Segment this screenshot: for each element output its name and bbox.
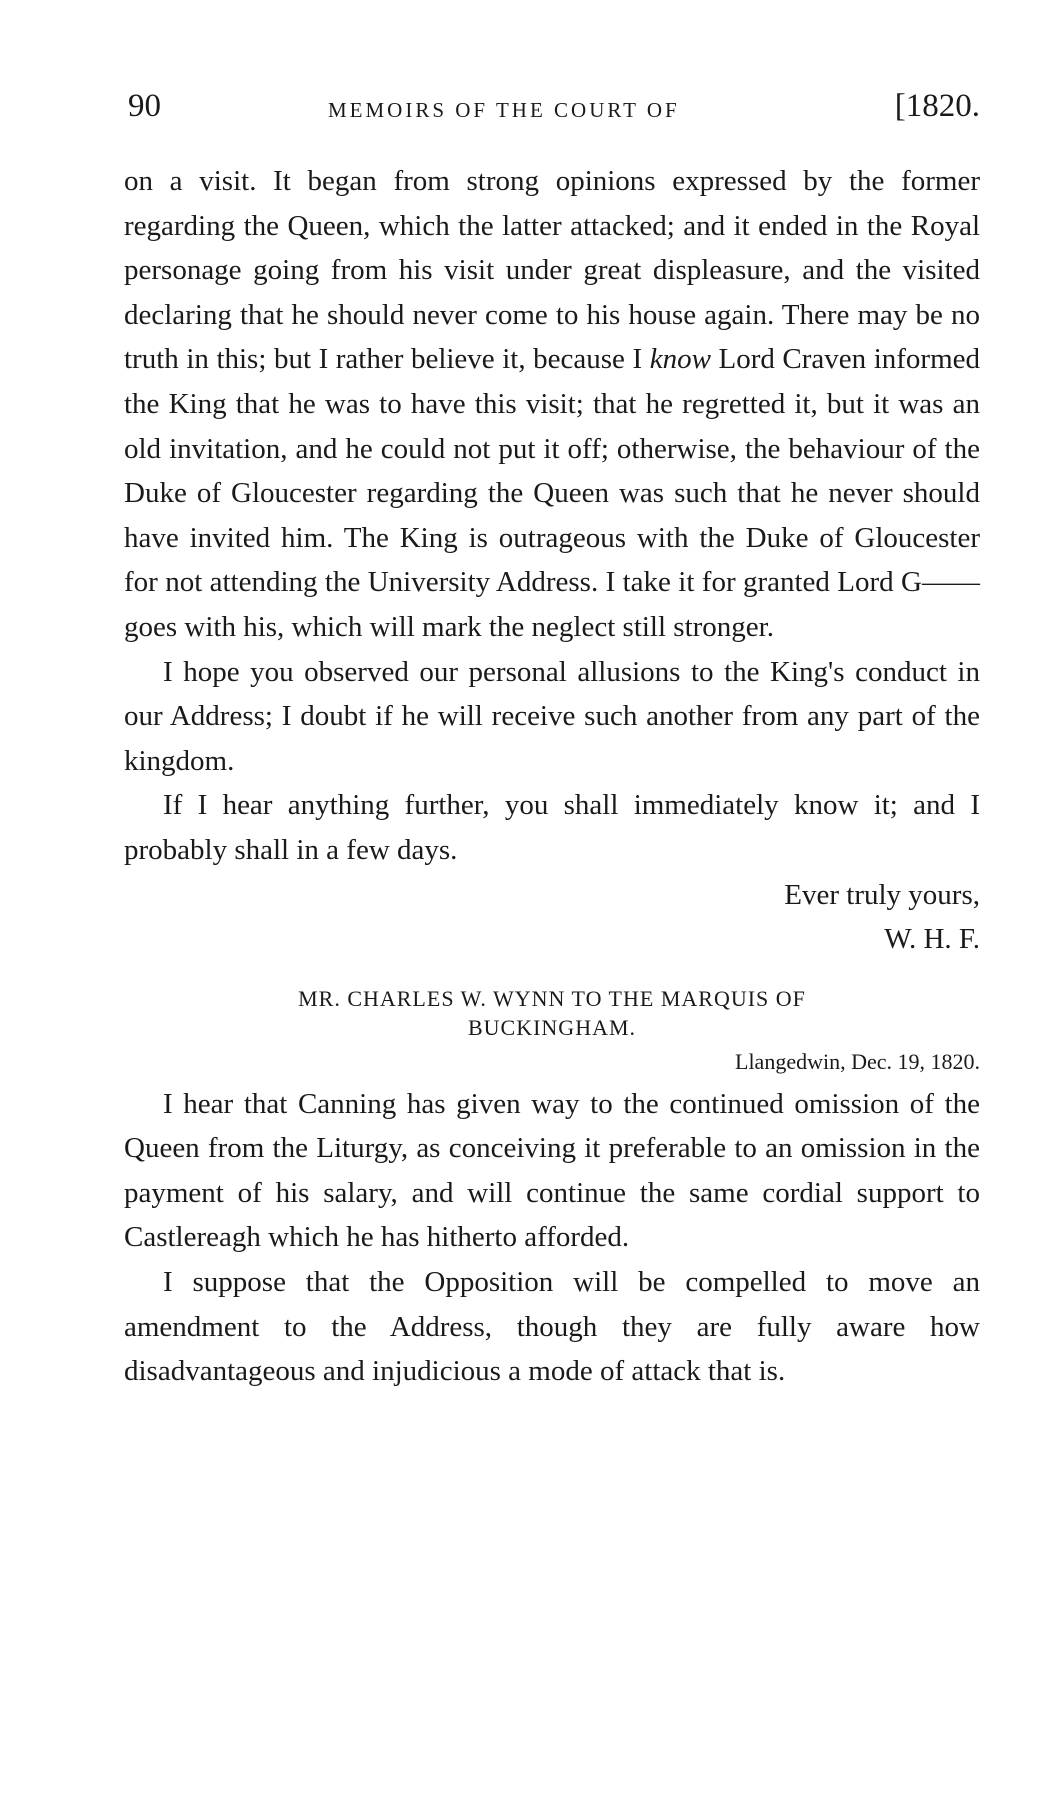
letter2-heading-line-2: BUCKINGHAM. [467, 1014, 637, 1040]
running-head-year: [1820. [894, 88, 980, 124]
letter1-paragraph-1-text-b: Lord Craven informed the King that he was to have this visit; that he regretted it, but it was an old invitation, and he could not put it off; otherwise, the behaviour of the Duke of Gloucester regarding the Queen was such that he never should have invited him. The King is outrageous with the Duke of Gloucester for not attending the University Address. I take it for granted Lord G—— goes with his, which will mark the neglect still stronger. [124, 343, 981, 643]
running-head-title: MEMOIRS OF THE COURT OF [328, 98, 680, 122]
letter2-dateline: Llangedwin, Dec. 19, 1820. [735, 1048, 980, 1074]
letter2-heading [124, 984, 980, 1042]
page-number: 90 [128, 88, 161, 124]
letter1-paragraph-3: If I hear anything further, you shall immediately know it; and I probably shall in a few days. [124, 789, 980, 866]
running-header [124, 88, 980, 138]
letter2-heading-line-1: MR. CHARLES W. WYNN TO THE MARQUIS OF [298, 985, 806, 1011]
letter1-paragraph-1-text-a: on a visit. It began from strong opinions expressed by the former regarding the Queen, which the latter attacked; and it ended in the Royal personage going from his visit under great displeasure, and the visited declaring that he should never come to his house again. There may be no truth in this; but I rather believe it, because I [124, 165, 980, 376]
letter1-paragraph-2: I hope you observed our personal allusions to the King's conduct in our Address; I doubt if he will receive such another from any part of the kingdom. [124, 655, 980, 777]
emphasis-know: know [649, 343, 711, 376]
letter1-signature: W. H. F. [884, 923, 980, 956]
letter2-paragraph-2: I suppose that the Opposition will be compelled to move an amendment to the Address, though they are fully aware how disadvantageous and injudicious a mode of attack that is. [124, 1266, 980, 1388]
page-body [124, 159, 980, 1394]
letter1-closing: Ever truly yours, [784, 878, 980, 911]
letter2-paragraph-1: I hear that Canning has given way to the continued omission of the Queen from the Liturgy, as conceiving it preferable to an omission in the payment of his salary, and will continue the same cordial support to Castlereagh which he has hitherto afforded. [124, 1087, 980, 1254]
letter1-paragraph-1 [124, 159, 980, 650]
